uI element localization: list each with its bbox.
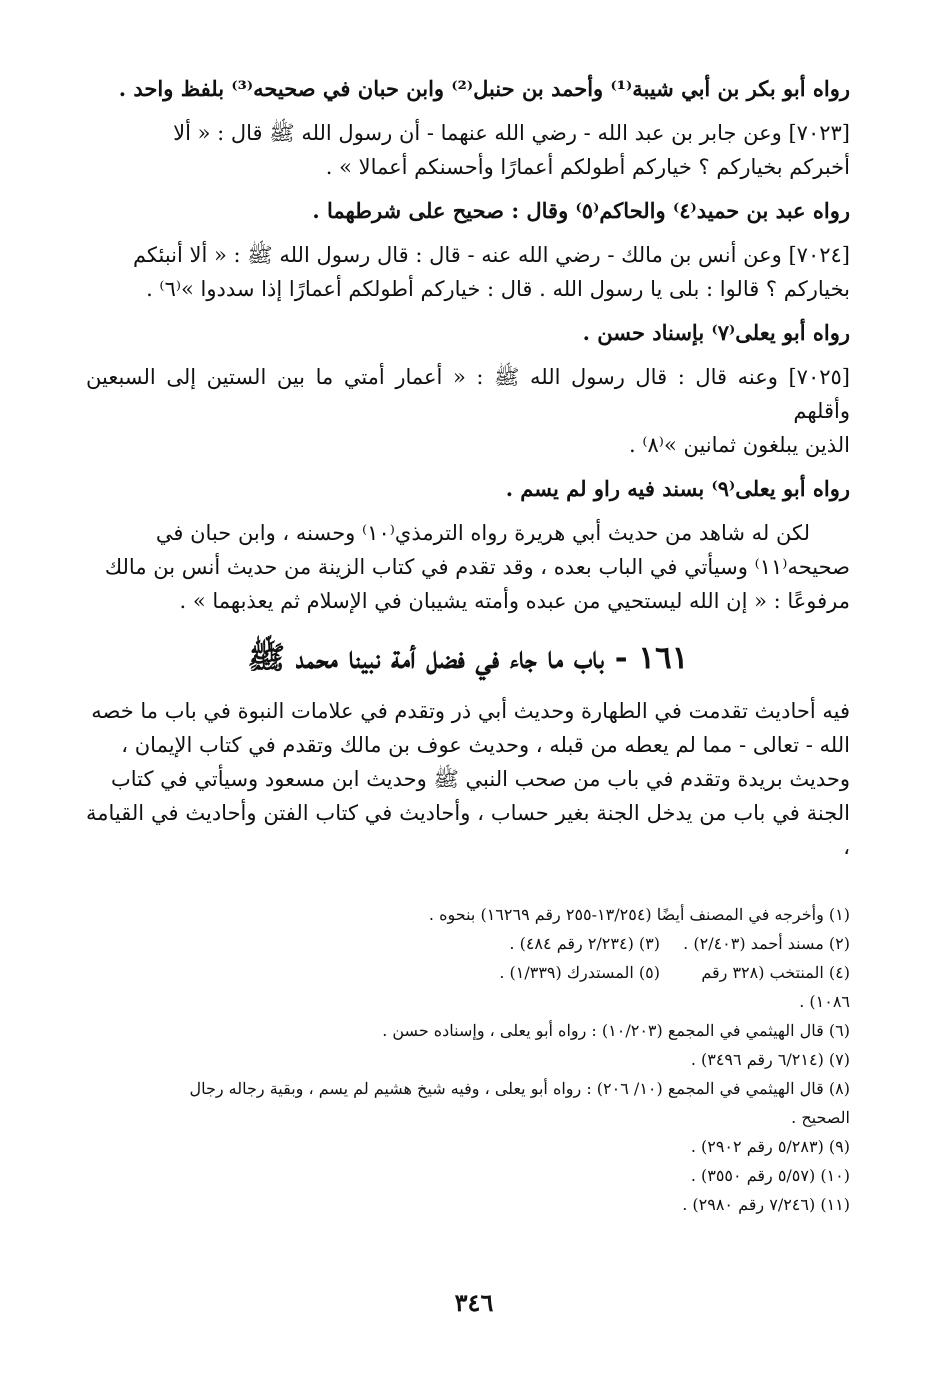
footnote-row <box>86 958 850 1016</box>
attribution-line: رواه أبو يعلى⁽٩⁾ بسند فيه راو لم يسم . <box>505 476 850 501</box>
hadith-line: أخبركم بخياركم ؟ خياركم أطولكم أعمارًا وأحسنكم أعمالا » . <box>325 155 850 179</box>
footnote: (٧) (٦/٢١٤ رقم ٣٤٩٦) . <box>690 1050 850 1069</box>
footnote: (١١) (٧/٢٤٦ رقم ٢٩٨٠) . <box>682 1195 850 1214</box>
footnote: (٢) مسند أحمد (٢/٤٠٣) . <box>683 934 850 953</box>
hadith-line: [٧٠٢٥] وعنه قال : قال رسول الله ﷺ : « أعمار أمتي ما بين الستين إلى السبعين وأقلهم <box>86 365 850 423</box>
hadith-line: الذين يبلغون ثمانين »⁽٨⁾ . <box>628 433 850 457</box>
hadith-7023 <box>86 116 850 184</box>
commentary-paragraph <box>86 516 850 618</box>
chapter-intro <box>86 694 850 864</box>
footnote: (١٠) (٥/٥٧ رقم ٣٥٥٠) . <box>690 1166 850 1185</box>
hadith-7025 <box>86 360 850 462</box>
hadith-line: بخياركم ؟ قالوا : بلى يا رسول الله . قال : خياركم أطولكم أعمارًا إذا سددوا »⁽٦⁾ . <box>146 277 850 301</box>
chapter-line: الله - تعالى - مما لم يعطه من قبله ، وحديث عوف بن مالك وتقدم في كتاب الإيمان ، <box>121 733 850 757</box>
attribution-line: رواه أبو بكر بن أبي شيبة⁽¹⁾ وأحمد بن حنبل⁽²⁾ وابن حبان في صحيحه⁽³⁾ بلفظ واحد . <box>118 76 850 101</box>
attribution-line: رواه عبد بن حميد⁽٤⁾ والحاكم⁽٥⁾ وقال : صحيح على شرطهما . <box>312 198 850 223</box>
hadith-line: [٧٠٢٣] وعن جابر بن عبد الله - رضي الله عنهما - أن رسول الله ﷺ قال : « ألا <box>173 121 850 145</box>
footnote: (٤) المنتخب (٣٢٨ رقم ١٠٨٦) . <box>701 963 850 1011</box>
footnote: (٦) قال الهيثمي في المجمع (١٠/٢٠٣) : رواه أبو يعلى ، وإسناده حسن . <box>382 1021 850 1040</box>
hadith-7024 <box>86 238 850 306</box>
footnote-continuation: الصحيح . <box>791 1108 850 1127</box>
hadith-line: [٧٠٢٤] وعن أنس بن مالك - رضي الله عنه - قال : قال رسول الله ﷺ : « ألا أنبئكم <box>132 243 850 267</box>
footnote-row <box>86 929 850 958</box>
commentary-line: صحيحه⁽١١⁾ وسيأتي في الباب بعده ، وقد تقدم في كتاب الزينة من حديث أنس بن مالك <box>104 555 850 579</box>
footnote: (٩) (٥/٢٨٣ رقم ٢٩٠٢) . <box>690 1137 850 1156</box>
page-number: ٣٤٦ <box>454 1288 494 1317</box>
chapter-title: ١٦١ - باب ما جاء في فضل أمة نبينا محمد ﷺ <box>247 640 689 676</box>
footnote: (٨) قال الهيثمي في المجمع (١٠/ ٢٠٦) : رواه أبو يعلى ، وفيه شيخ هشيم لم يسم ، وبقية رجاله رجال <box>189 1079 850 1098</box>
chapter-line: الجنة في باب من يدخل الجنة بغير حساب ، وأحاديث في كتاب الفتن وأحاديث في القيامة ، <box>86 801 850 859</box>
footnote: (٥) المستدرك (١/٣٣٩) . <box>499 963 660 982</box>
attribution-line: رواه أبو يعلى⁽٧⁾ بإسناد حسن . <box>582 320 850 345</box>
chapter-line: فيه أحاديث تقدمت في الطهارة وحديث أبي ذر وتقدم في علامات النبوة في باب ما خصه <box>91 699 850 723</box>
footnote: (٣) (٢/٢٣٤ رقم ٤٨٤) . <box>509 934 660 953</box>
commentary-line: مرفوعًا : « إن الله ليستحيي من عبده وأمته يشيبان في الإسلام ثم يعذبهما » . <box>179 589 850 613</box>
chapter-line: وحديث بريدة وتقدم في باب من صحب النبي ﷺ وحديث ابن مسعود وسيأتي في كتاب <box>110 767 850 791</box>
commentary-line: لكن له شاهد من حديث أبي هريرة رواه الترمذي⁽١٠⁾ وحسنه ، وابن حبان في <box>155 521 810 545</box>
footnote: (١) وأخرجه في المصنف أيضًا (١٣/٢٥٤-٢٥٥ رقم ١٦٢٦٩) بنحوه . <box>428 905 850 924</box>
footnotes <box>86 900 850 1219</box>
